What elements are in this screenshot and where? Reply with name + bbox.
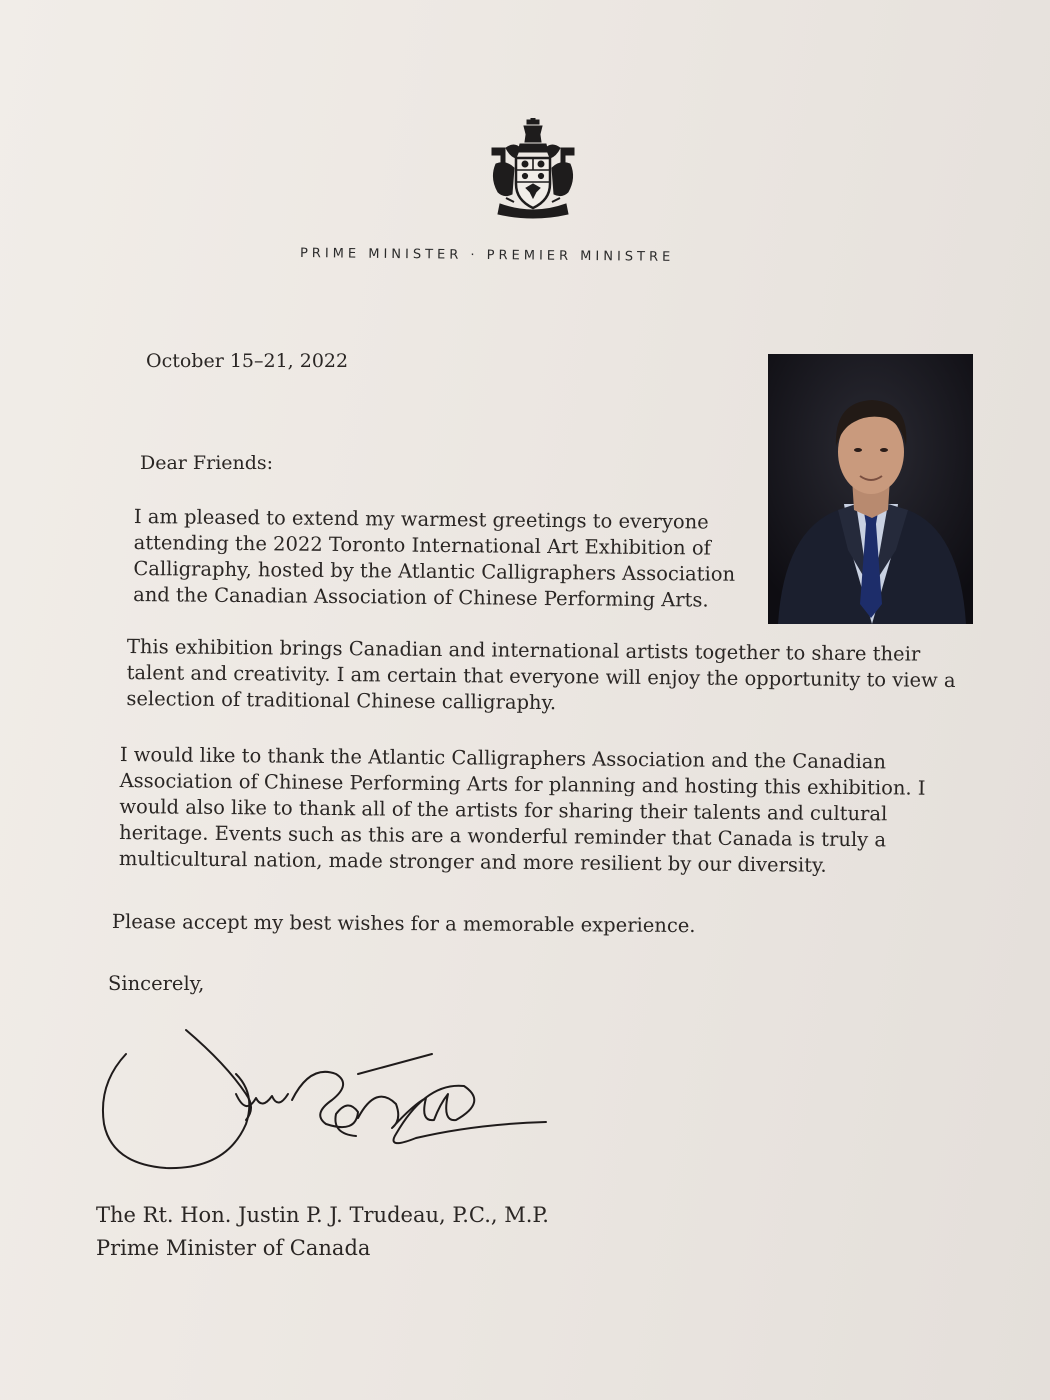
handwritten-signature [96,1024,566,1174]
letter-paragraph-1: I am pleased to extend my warmest greetings to everyone attending the 2022 Toronto International Art Exhibition of Calligraphy, hosted by the Atlantic Calligraphers Association and the Canadian Association of Chinese Performing Arts. [133,504,736,612]
portrait-photo [768,354,973,624]
portrait-image [768,354,973,624]
letter-closing-wish: Please accept my best wishes for a memorable experience. [111,910,696,938]
coat-of-arms-icon [486,118,580,222]
letter-paragraph-3: I would like to thank the Atlantic Calligraphers Association and the Canadian Association of Chinese Performing Arts for planning and hosting this exhibition. I would also like to thank all of the artists for sharing their talents and cultural heritage. Events such as this are a wonderful reminder that Canada is truly a multicultural nation, made stronger and more resilient by our diversity. [118,742,926,877]
letter-date: October 15–21, 2022 [146,350,349,372]
letter-paragraph-2: This exhibition brings Canadian and international artists together to share their talent and creativity. I am certain that everyone will enjoy the opportunity to view a selection of traditional Chinese calligraphy. [126,634,956,715]
letterhead-title: PRIME MINISTER · PREMIER MINISTRE [299,246,675,265]
signatory-title: Prime Minister of Canada [96,1236,371,1260]
signatory-name: The Rt. Hon. Justin P. J. Trudeau, P.C., M.P. [96,1203,549,1227]
letter-closing: Sincerely, [108,972,205,995]
letter-salutation: Dear Friends: [140,452,274,474]
